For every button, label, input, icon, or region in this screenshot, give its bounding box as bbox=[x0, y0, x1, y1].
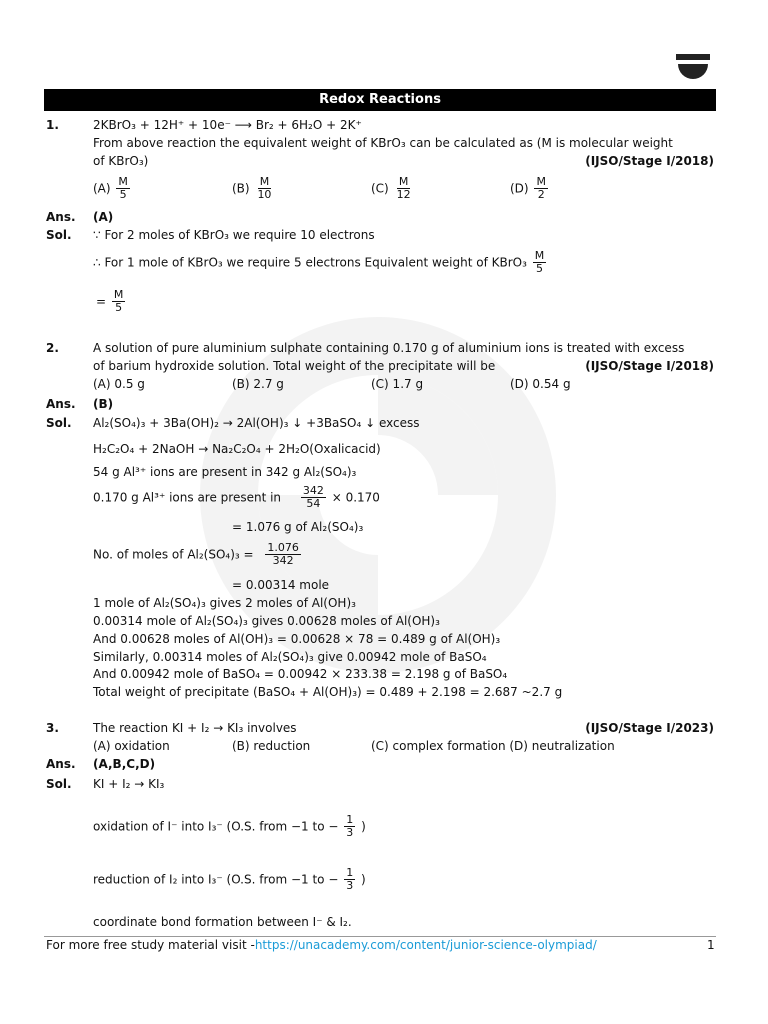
option-a: (A) oxidation bbox=[93, 739, 170, 753]
solution-line: Similarly, 0.00314 moles of Al₂(SO₄)₃ give 0.00942 mole of BaSO₄ bbox=[93, 650, 487, 664]
unacademy-logo bbox=[676, 54, 710, 84]
solution-line: = 0.00314 mole bbox=[232, 578, 330, 592]
option-b: (B) reduction bbox=[232, 739, 311, 753]
option-c: (C) $\frac{M}{12}$ bbox=[371, 175, 411, 201]
page-title: Redox Reactions bbox=[44, 89, 716, 111]
page-number: 1 bbox=[707, 938, 715, 952]
solution-line: ∵ For 2 moles of KBrO₃ we require 10 electrons bbox=[93, 228, 375, 242]
option-a: (A) 0.5 g bbox=[93, 377, 145, 391]
solution-line: Total weight of precipitate (BaSO₄ + Al(OH)₃) = 0.489 + 2.198 = 2.687 ~2.7 g bbox=[93, 685, 563, 699]
solution-line: 0.170 g Al³⁺ ions are present in $\frac{342}{54}$ × 0.170 bbox=[93, 484, 380, 510]
question-source: (IJSO/Stage I/2023) bbox=[585, 721, 714, 735]
answer-label: Ans. bbox=[46, 397, 76, 411]
answer-value: (A,B,C,D) bbox=[93, 757, 156, 771]
solution-line: = 1.076 g of Al₂(SO₄)₃ bbox=[232, 520, 364, 534]
option-c-d: (C) complex formation (D) neutralization bbox=[371, 739, 615, 753]
question-text: of KBrO₃) bbox=[93, 154, 149, 168]
question-text: of barium hydroxide solution. Total weight of the precipitate will be bbox=[93, 359, 496, 373]
question-number: 1. bbox=[46, 118, 59, 132]
option-c: (C) 1.7 g bbox=[371, 377, 424, 391]
footer-text: For more free study material visit -https://unacademy.com/content/junior-science-olympiad/ bbox=[46, 938, 597, 952]
answer-value: (A) bbox=[93, 210, 114, 224]
solution-line: 0.00314 mole of Al₂(SO₄)₃ gives 0.00628 moles of Al(OH)₃ bbox=[93, 614, 440, 628]
answer-label: Ans. bbox=[46, 210, 76, 224]
solution-label: Sol. bbox=[46, 416, 72, 430]
solution-line: 54 g Al³⁺ ions are present in 342 g Al₂(SO₄)₃ bbox=[93, 465, 357, 479]
solution-line: oxidation of I⁻ into I₃⁻ (O.S. from −1 to − $\frac{1}{3}$ ) bbox=[93, 813, 366, 839]
solution-line: = $\frac{M}{5}$ bbox=[96, 288, 124, 314]
solution-line: 1 mole of Al₂(SO₄)₃ gives 2 moles of Al(OH)₃ bbox=[93, 596, 356, 610]
solution-line: No. of moles of Al₂(SO₄)₃ = $\frac{1.076}{342}$ bbox=[93, 541, 299, 567]
question-text: The reaction KI + I₂ → KI₃ involves bbox=[93, 721, 297, 735]
solution-line: reduction of I₂ into I₃⁻ (O.S. from −1 to − $\frac{1}{3}$ ) bbox=[93, 866, 366, 892]
solution-equation: H₂C₂O₄ + 2NaOH → Na₂C₂O₄ + 2H₂O(Oxalicacid) bbox=[93, 442, 381, 456]
question-source: (IJSO/Stage I/2018) bbox=[585, 359, 714, 373]
question-number: 2. bbox=[46, 341, 59, 355]
solution-line: KI + I₂ → KI₃ bbox=[93, 777, 165, 791]
solution-line: And 0.00628 moles of Al(OH)₃ = 0.00628 × 78 = 0.489 g of Al(OH)₃ bbox=[93, 632, 501, 646]
solution-label: Sol. bbox=[46, 228, 72, 242]
option-b: (B) $\frac{M}{10}$ bbox=[232, 175, 272, 201]
question-equation: 2KBrO₃ + 12H⁺ + 10e⁻ ⟶ Br₂ + 6H₂O + 2K⁺ bbox=[93, 118, 362, 132]
solution-line: And 0.00942 mole of BaSO₄ = 0.00942 × 233.38 = 2.198 g of BaSO₄ bbox=[93, 667, 508, 681]
question-text: From above reaction the equivalent weight of KBrO₃ can be calculated as (M is molecular weight bbox=[93, 136, 673, 150]
answer-label: Ans. bbox=[46, 757, 76, 771]
question-source: (IJSO/Stage I/2018) bbox=[585, 154, 714, 168]
solution-line: coordinate bond formation between I⁻ & I₂. bbox=[93, 915, 352, 929]
solution-equation: Al₂(SO₄)₃ + 3Ba(OH)₂ → 2Al(OH)₃ ↓ +3BaSO₄ ↓ excess bbox=[93, 416, 420, 430]
footer-link[interactable]: https://unacademy.com/content/junior-science-olympiad/ bbox=[254, 938, 597, 952]
option-a: (A) $\frac{M}{5}$ bbox=[93, 175, 128, 201]
footer-divider bbox=[44, 936, 716, 937]
answer-value: (B) bbox=[93, 397, 114, 411]
solution-line: ∴ For 1 mole of KBrO₃ we require 5 electrons Equivalent weight of KBrO₃ $\frac{M}{5}$ bbox=[93, 249, 545, 275]
option-d: (D) 0.54 g bbox=[510, 377, 571, 391]
question-text: A solution of pure aluminium sulphate containing 0.170 g of aluminium ions is treated with excess bbox=[93, 341, 685, 355]
option-d: (D) $\frac{M}{2}$ bbox=[510, 175, 546, 201]
solution-label: Sol. bbox=[46, 777, 72, 791]
question-number: 3. bbox=[46, 721, 59, 735]
option-b: (B) 2.7 g bbox=[232, 377, 284, 391]
